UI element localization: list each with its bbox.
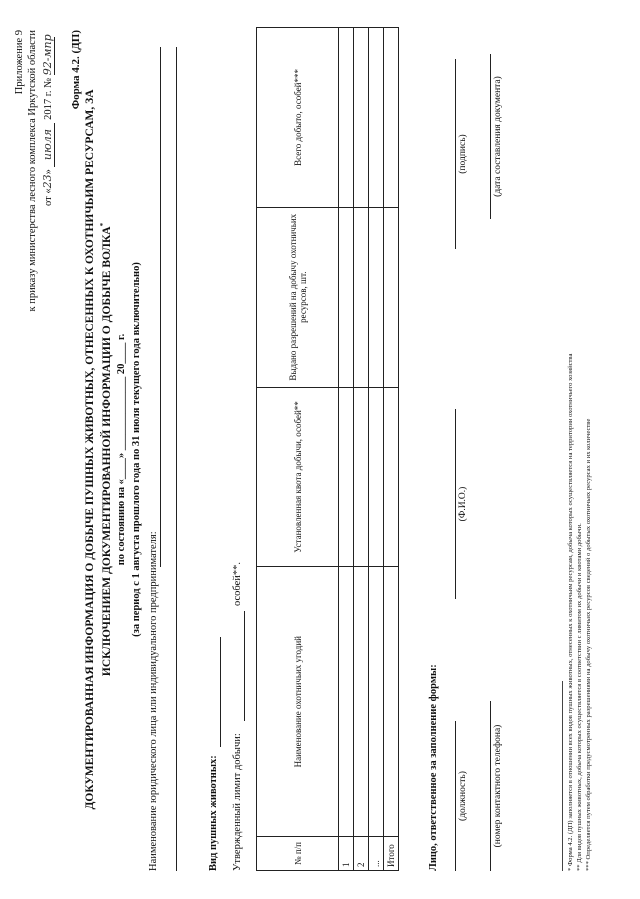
col-header-total-harvested: Всего добыто, особей*** (257, 28, 339, 208)
org-field-line[interactable] (160, 47, 161, 567)
hunting-data-table (256, 27, 399, 871)
position-field-line[interactable] (455, 721, 456, 871)
appendix-order-date: от «23» июля 2017 г. № 92-мпр (41, 34, 54, 206)
fio-field-line[interactable] (455, 409, 456, 599)
title-line-1: ДОКУМЕНТИРОВАННАЯ ИНФОРМАЦИЯ О ДОБЫЧЕ ПУШНЫХ ЖИВОТНЫХ, ОТНЕСЕННЫХ К ОХОТНИЧЬИМ РЕСУРСАМ, ЗА (84, 89, 96, 810)
col-header-number: № п/п (257, 837, 339, 871)
limit-label: Утвержденный лимит добычи: (232, 733, 243, 871)
doc-date-caption: (дата составления документа) (493, 76, 503, 197)
order-number: 92-мпр (41, 34, 54, 76)
table-row: ... (369, 28, 384, 871)
col-header-quota: Установленная квота добычи, особей** (257, 387, 339, 567)
phone-field-line[interactable] (490, 701, 491, 871)
org-field-line-2[interactable] (176, 47, 177, 871)
date-month: июля (41, 123, 55, 167)
col-header-hunting-grounds: Наименование охотничьих угодий (257, 567, 339, 837)
species-field-line[interactable] (220, 637, 221, 747)
doc-date-field-line[interactable] (490, 54, 491, 219)
footnote-separator (562, 681, 563, 871)
form-label: Форма 4.2. (ДП) (70, 30, 82, 110)
responsible-label: Лицо, ответственное за заполнение формы: (428, 664, 439, 871)
fio-caption: (Ф.И.О.) (458, 486, 468, 522)
title-period: (за период с 1 августа прошлого года по 31 июля текущего года включительно) (131, 262, 142, 637)
table-row: 1 (339, 28, 354, 871)
footnote-1: * Форма 4.2. (ДП) заполняется в отношении всех видов пушных животных, отнесенных к охотничьим ресурсам, добыча которых осуществляется на территории охотничьего хозяйства (567, 353, 574, 871)
signature-caption: (подпись) (458, 134, 468, 174)
phone-caption: (номер контактного телефона) (493, 724, 503, 848)
footnote-3: *** Определяется путем обработки предусмотренных разрешениями на добычу охотничьих ресурсов сведений о добытых охотничьих ресурсах и их количестве (585, 418, 592, 871)
limit-field-line[interactable] (244, 611, 245, 721)
position-caption: (должность) (458, 771, 468, 821)
title-line-2: ИСКЛЮЧЕНИЕМ ДОКУМЕНТИРОВАННОЙ ИНФОРМАЦИИ О ДОБЫЧЕ ВОЛКА* (99, 222, 113, 677)
table-row: 2 (354, 28, 369, 871)
title-as-of-date: по состоянию на «____» ______________ 20____ г. (116, 333, 127, 566)
species-label: Вид пушных животных: (208, 755, 219, 871)
table-header-row (257, 28, 339, 871)
table-total-row: Итого (384, 28, 399, 871)
org-label: Наименование юридического лица или индивидуального предпринимателя: (148, 531, 159, 871)
col-header-permits: Выдано разрешений на добычу охотничьих ресурсов, шт. (257, 207, 339, 387)
signature-field-line[interactable] (455, 59, 456, 249)
date-day: 23 (41, 174, 54, 189)
appendix-order-ref: к приказу министерства лесного комплекса Иркутской области (27, 30, 38, 312)
limit-unit: особей**. (232, 561, 243, 606)
footnote-2: ** Для видов пушных животных, добыча которых осуществляется в соответствии с лимитом их добычи и квотами добычи. (576, 523, 583, 871)
appendix-number: Приложение 9 (14, 30, 25, 95)
